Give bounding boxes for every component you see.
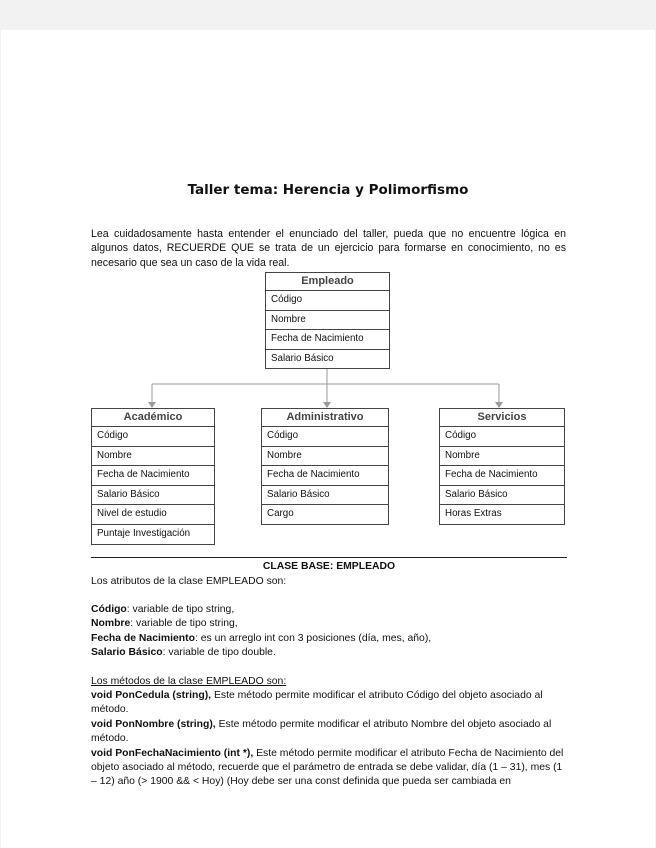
methods-intro: Los métodos de la clase EMPLEADO son: bbox=[91, 676, 287, 687]
class-field: Código bbox=[266, 291, 389, 311]
intro-paragraph: Lea cuidadosamente hasta entender el enunciado del taller, pueda que no encuentre lógica en algunos datos, RECUERDE QUE se trata de un ejercicio para formarse en conocimiento, no es necesario que sea un caso de la vida real. bbox=[91, 228, 566, 269]
class-name: Académico bbox=[92, 409, 214, 427]
class-field: Nombre bbox=[266, 311, 389, 331]
attribute-desc: : variable de tipo double. bbox=[162, 647, 276, 659]
method-item bbox=[91, 718, 567, 747]
class-box-administrativo bbox=[261, 408, 389, 525]
section-title: CLASE BASE: EMPLEADO bbox=[262, 561, 396, 572]
method-signature: void PonFechaNacimiento (int *), bbox=[91, 747, 254, 759]
attribute-item bbox=[91, 617, 567, 631]
class-field: Código bbox=[262, 427, 388, 447]
class-field: Horas Extras bbox=[445, 508, 502, 520]
class-field: Puntaje Investigación bbox=[97, 527, 191, 539]
class-field: Salario Básico bbox=[440, 486, 564, 506]
class-field: Fecha de Nacimiento bbox=[266, 330, 389, 350]
class-field: Fecha de Nacimiento bbox=[262, 466, 388, 486]
method-desc: Este método permite modificar el atributo Nombre del objeto asociado al método. bbox=[91, 718, 552, 745]
class-field: Nombre bbox=[262, 447, 388, 467]
methods-list bbox=[91, 689, 567, 790]
class-name: Servicios bbox=[440, 409, 564, 427]
method-item bbox=[91, 747, 567, 790]
method-desc: Este método permite modificar el atributo Fecha de Nacimiento del objeto asociado al método, recuerde que el parámetro de entrada se debe validar, día (1 – 31), mes (1 – 12) año (> 1900 && < Hoy) (Hoy debe ser una const definida que pueda ser cambiada en bbox=[91, 747, 564, 788]
attributes-intro: Los atributos de la clase EMPLEADO son: bbox=[91, 576, 287, 587]
class-box-empleado bbox=[265, 272, 390, 369]
attribute-item bbox=[91, 632, 567, 646]
attribute-desc: : variable de tipo string, bbox=[126, 604, 235, 615]
method-signature: void PonNombre (string), bbox=[91, 718, 216, 730]
method-desc: Este método permite modificar el atributo Código del objeto asociado al método. bbox=[91, 690, 543, 716]
section-divider bbox=[91, 557, 567, 558]
class-field: Salario Básico bbox=[92, 486, 214, 506]
method-item bbox=[91, 689, 567, 718]
attribute-name: Salario Básico bbox=[91, 647, 163, 659]
attribute-desc: : variable de tipo string, bbox=[130, 618, 238, 630]
class-field: Nivel de estudio bbox=[92, 505, 214, 525]
attribute-desc: : es un arreglo int con 3 posiciones (día, mes, año), bbox=[194, 632, 432, 644]
class-field: Código bbox=[92, 427, 214, 447]
class-field: Código bbox=[440, 427, 564, 447]
class-name: Administrativo bbox=[262, 409, 388, 427]
class-field: Salario Básico bbox=[262, 486, 388, 506]
attribute-name: Código bbox=[91, 604, 127, 615]
method-signature: void PonCedula (string), bbox=[91, 690, 212, 701]
attribute-name: Nombre bbox=[91, 618, 131, 630]
class-field: Fecha de Nacimiento bbox=[440, 466, 564, 486]
class-field: Cargo bbox=[267, 508, 294, 520]
class-field: Nombre bbox=[92, 447, 214, 467]
attributes-list bbox=[91, 603, 567, 661]
class-field: Salario Básico bbox=[271, 352, 334, 364]
class-field: Fecha de Nacimiento bbox=[92, 466, 214, 486]
page-title: Taller tema: Herencia y Polimorfismo bbox=[187, 182, 469, 198]
attribute-item bbox=[91, 646, 567, 660]
attribute-name: Fecha de Nacimiento bbox=[91, 632, 195, 644]
class-box-academico bbox=[91, 408, 215, 545]
attribute-item bbox=[91, 603, 567, 617]
class-name: Empleado bbox=[266, 273, 389, 291]
class-box-servicios bbox=[439, 408, 565, 525]
class-field: Nombre bbox=[440, 447, 564, 467]
